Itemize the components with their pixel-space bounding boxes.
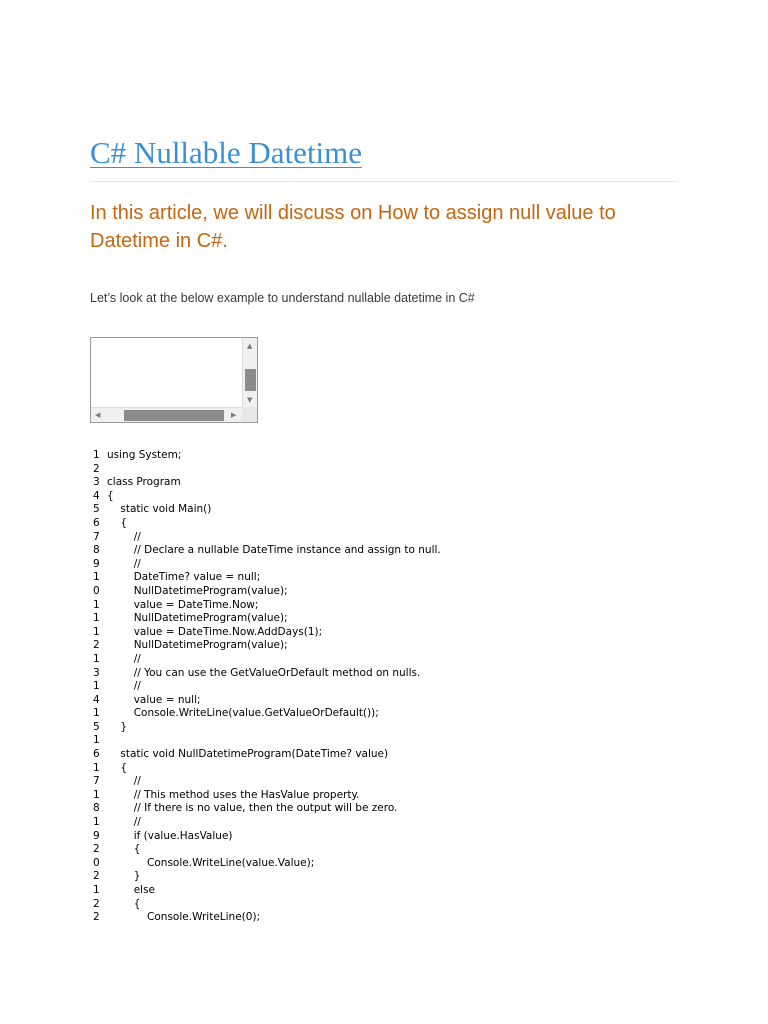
scrollbar-corner <box>242 407 257 422</box>
code-text: { <box>107 843 141 856</box>
line-number: 1 <box>93 571 100 584</box>
line-number: 4 <box>93 693 100 706</box>
line-number: 1 <box>93 652 100 665</box>
line-number: 1 <box>93 884 100 896</box>
code-text: static void Main() <box>107 503 212 516</box>
line-number: 8 <box>93 544 100 557</box>
line-number: 1 <box>93 598 100 611</box>
line-number: 9 <box>93 829 100 842</box>
code-text: NullDatetimeProgram(value); <box>107 584 288 597</box>
line-number: 5 <box>93 720 100 733</box>
code-text: NullDatetimeProgram(value); <box>107 639 288 652</box>
line-number: 2 <box>93 911 100 924</box>
line-number: 1 <box>93 761 100 774</box>
line-number: 2 <box>93 843 100 856</box>
vertical-scrollbar[interactable] <box>242 338 257 408</box>
embedded-code-frame[interactable] <box>90 337 258 423</box>
scroll-left-icon[interactable]: ◀ <box>95 411 101 419</box>
line-number: 7 <box>93 775 100 788</box>
line-number: 3 <box>93 476 100 489</box>
line-number: 1 <box>93 788 100 801</box>
article-intro: Let’s look at the below example to understand nullable datetime in C# <box>90 291 475 305</box>
line-number: 1 <box>93 625 100 638</box>
code-text: Console.WriteLine(value.Value); <box>107 856 315 869</box>
code-text: value = DateTime.Now.AddDays(1); <box>107 625 323 638</box>
line-number: 4 <box>93 489 100 502</box>
scroll-up-icon[interactable]: ▲ <box>247 342 253 350</box>
line-number: 2 <box>93 870 100 883</box>
line-number: 6 <box>93 748 100 761</box>
code-text: Console.WriteLine(value.GetValueOrDefault()); <box>107 707 379 720</box>
title-divider <box>90 181 678 182</box>
line-number: 8 <box>93 802 100 815</box>
article-lead: In this article, we will discuss on How to assign null value to Datetime in C#. <box>90 202 616 252</box>
code-text: // <box>107 530 141 543</box>
code-text: using System; <box>107 449 182 461</box>
line-number: 2 <box>93 639 100 652</box>
code-text: { <box>107 897 141 910</box>
code-text: // If there is no value, then the output will be zero. <box>107 802 398 815</box>
code-text: // You can use the GetValueOrDefault method on nulls. <box>107 666 421 679</box>
code-text: // <box>107 680 141 693</box>
code-text: // <box>107 652 141 665</box>
line-number: 1 <box>93 612 100 625</box>
horizontal-scroll-thumb[interactable] <box>124 410 224 421</box>
code-text: NullDatetimeProgram(value); <box>107 612 288 625</box>
line-number: 2 <box>93 462 100 475</box>
line-number: 1 <box>93 449 100 461</box>
code-text: // This method uses the HasValue property. <box>107 788 360 801</box>
scroll-right-icon[interactable]: ▶ <box>231 411 237 419</box>
line-number: 2 <box>93 897 100 910</box>
line-number: 1 <box>93 734 100 747</box>
code-text: // <box>107 775 141 788</box>
code-text: } <box>107 720 128 733</box>
code-text: static void NullDatetimeProgram(DateTime? value) <box>107 748 389 761</box>
line-number: 6 <box>93 516 100 529</box>
line-number: 3 <box>93 666 100 679</box>
line-number: 7 <box>93 530 100 543</box>
code-text: } <box>107 870 141 883</box>
code-text: value = null; <box>107 693 201 706</box>
article-title[interactable]: C# Nullable Datetime <box>90 135 363 170</box>
line-number: 0 <box>93 856 100 869</box>
code-text: value = DateTime.Now; <box>107 598 259 611</box>
code-text: if (value.HasValue) <box>107 829 233 842</box>
horizontal-scrollbar[interactable] <box>91 407 242 422</box>
code-text: // Declare a nullable DateTime instance and assign to null. <box>107 544 441 557</box>
line-number: 5 <box>93 503 100 516</box>
code-text: { <box>107 489 114 502</box>
code-text: else <box>107 884 156 896</box>
line-number: 1 <box>93 707 100 720</box>
code-text: { <box>107 516 128 529</box>
line-number: 1 <box>93 816 100 829</box>
vertical-scroll-thumb[interactable] <box>245 369 256 391</box>
line-number: 9 <box>93 557 100 570</box>
code-text: Console.WriteLine(0); <box>107 911 261 924</box>
code-text: DateTime? value = null; <box>107 571 261 584</box>
code-text: // <box>107 557 141 570</box>
code-text: { <box>107 761 128 774</box>
scroll-down-icon[interactable]: ▼ <box>247 396 253 404</box>
line-number: 0 <box>93 584 100 597</box>
code-text: class Program <box>107 476 181 489</box>
code-text: // <box>107 816 141 829</box>
line-number: 1 <box>93 680 100 693</box>
